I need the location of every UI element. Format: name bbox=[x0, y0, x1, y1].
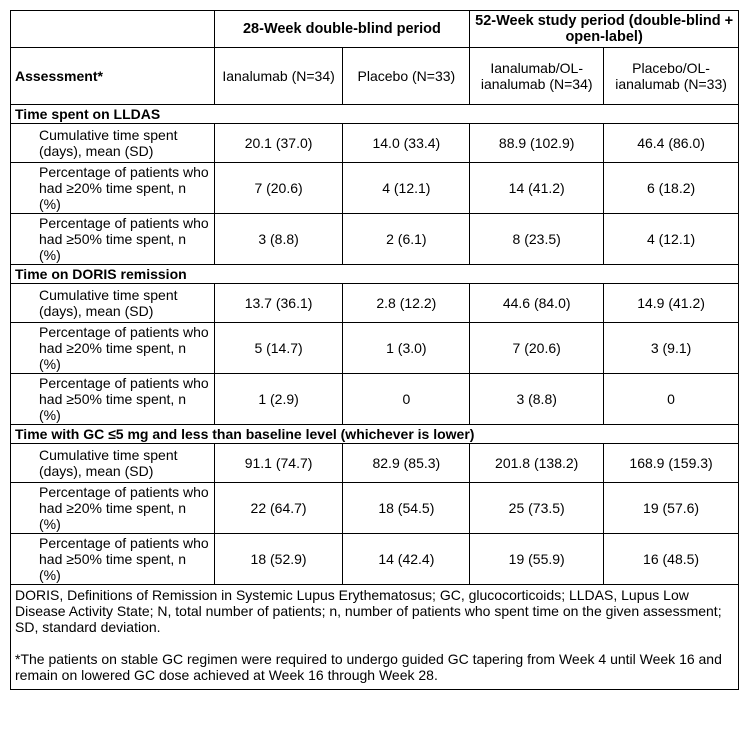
footnote-row bbox=[11, 585, 739, 690]
table-row bbox=[11, 374, 739, 425]
value-cell: 18 (52.9) bbox=[214, 534, 343, 585]
table-row bbox=[11, 323, 739, 374]
value-cell: 1 (2.9) bbox=[214, 374, 343, 425]
value-cell: 20.1 (37.0) bbox=[214, 124, 343, 163]
value-cell: 0 bbox=[604, 374, 739, 425]
row-label: Cumulative time spent (days), mean (SD) bbox=[11, 444, 215, 483]
section-title: Time on DORIS remission bbox=[11, 265, 739, 284]
header-row-columns bbox=[11, 48, 739, 105]
value-cell: 19 (55.9) bbox=[470, 534, 604, 585]
value-cell: 44.6 (84.0) bbox=[470, 284, 604, 323]
row-label: Percentage of patients who had ≥20% time spent, n (%) bbox=[11, 163, 215, 214]
table-row bbox=[11, 124, 739, 163]
value-cell: 4 (12.1) bbox=[343, 163, 470, 214]
value-cell: 7 (20.6) bbox=[470, 323, 604, 374]
value-cell: 168.9 (159.3) bbox=[604, 444, 739, 483]
value-cell: 14 (41.2) bbox=[470, 163, 604, 214]
value-cell: 16 (48.5) bbox=[604, 534, 739, 585]
empty-header-cell bbox=[11, 11, 215, 48]
column-header: Ianalumab/OL-ianalumab (N=34) bbox=[470, 48, 604, 105]
value-cell: 3 (8.8) bbox=[470, 374, 604, 425]
value-cell: 6 (18.2) bbox=[604, 163, 739, 214]
value-cell: 5 (14.7) bbox=[214, 323, 343, 374]
assessment-header: Assessment* bbox=[11, 48, 215, 105]
value-cell: 4 (12.1) bbox=[604, 214, 739, 265]
group-header-52-week: 52-Week study period (double-blind + open-label) bbox=[470, 11, 739, 48]
footnote: *The patients on stable GC regimen were required to undergo guided GC tapering from Week 4 until Week 16 and remain on lowered GC dose achieved at Week 16 through Week 28. bbox=[15, 651, 722, 683]
value-cell: 18 (54.5) bbox=[343, 483, 470, 534]
value-cell: 14.9 (41.2) bbox=[604, 284, 739, 323]
value-cell: 3 (8.8) bbox=[214, 214, 343, 265]
column-header: Ianalumab (N=34) bbox=[214, 48, 343, 105]
footnotes bbox=[11, 585, 739, 690]
section-title: Time with GC ≤5 mg and less than baseline level (whichever is lower) bbox=[11, 425, 739, 444]
table-row bbox=[11, 284, 739, 323]
footnote: DORIS, Definitions of Remission in Systemic Lupus Erythematosus; GC, glucocorticoids; LLDAS, Lupus Low Disease Activity State; N, total number of patients; n, number of patients who spent time on the given assessment; SD, standard deviation. bbox=[15, 587, 722, 635]
section-row bbox=[11, 265, 739, 284]
row-label: Cumulative time spent (days), mean (SD) bbox=[11, 124, 215, 163]
value-cell: 14 (42.4) bbox=[343, 534, 470, 585]
group-header-28-week: 28-Week double-blind period bbox=[214, 11, 470, 48]
column-header: Placebo/OL-ianalumab (N=33) bbox=[604, 48, 739, 105]
section-title: Time spent on LLDAS bbox=[11, 105, 739, 124]
value-cell: 22 (64.7) bbox=[214, 483, 343, 534]
table-row bbox=[11, 483, 739, 534]
value-cell: 91.1 (74.7) bbox=[214, 444, 343, 483]
row-label: Percentage of patients who had ≥20% time spent, n (%) bbox=[11, 323, 215, 374]
table-row bbox=[11, 214, 739, 265]
header-row-groups bbox=[11, 11, 739, 48]
value-cell: 1 (3.0) bbox=[343, 323, 470, 374]
table-row bbox=[11, 444, 739, 483]
value-cell: 3 (9.1) bbox=[604, 323, 739, 374]
value-cell: 7 (20.6) bbox=[214, 163, 343, 214]
row-label: Percentage of patients who had ≥20% time spent, n (%) bbox=[11, 483, 215, 534]
column-header: Placebo (N=33) bbox=[343, 48, 470, 105]
value-cell: 8 (23.5) bbox=[470, 214, 604, 265]
value-cell: 0 bbox=[343, 374, 470, 425]
results-table bbox=[10, 10, 739, 690]
value-cell: 13.7 (36.1) bbox=[214, 284, 343, 323]
table-row bbox=[11, 534, 739, 585]
row-label: Cumulative time spent (days), mean (SD) bbox=[11, 284, 215, 323]
value-cell: 88.9 (102.9) bbox=[470, 124, 604, 163]
value-cell: 201.8 (138.2) bbox=[470, 444, 604, 483]
value-cell: 14.0 (33.4) bbox=[343, 124, 470, 163]
value-cell: 19 (57.6) bbox=[604, 483, 739, 534]
row-label: Percentage of patients who had ≥50% time spent, n (%) bbox=[11, 374, 215, 425]
row-label: Percentage of patients who had ≥50% time spent, n (%) bbox=[11, 534, 215, 585]
row-label: Percentage of patients who had ≥50% time spent, n (%) bbox=[11, 214, 215, 265]
table-row bbox=[11, 163, 739, 214]
section-row bbox=[11, 105, 739, 124]
section-row bbox=[11, 425, 739, 444]
value-cell: 82.9 (85.3) bbox=[343, 444, 470, 483]
value-cell: 2 (6.1) bbox=[343, 214, 470, 265]
value-cell: 2.8 (12.2) bbox=[343, 284, 470, 323]
value-cell: 25 (73.5) bbox=[470, 483, 604, 534]
value-cell: 46.4 (86.0) bbox=[604, 124, 739, 163]
